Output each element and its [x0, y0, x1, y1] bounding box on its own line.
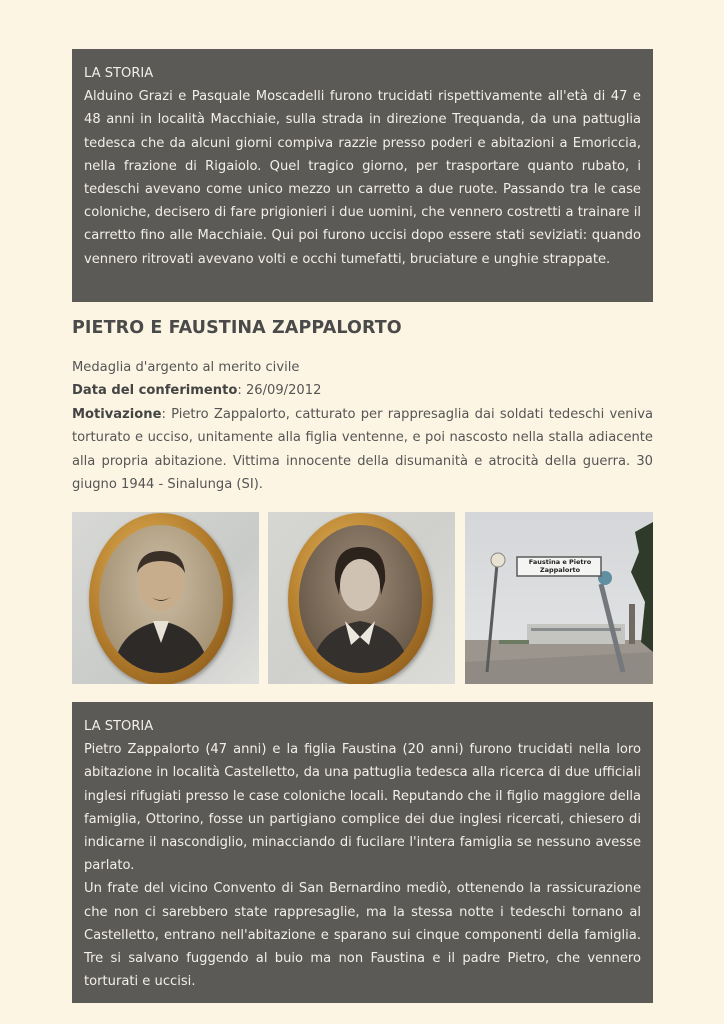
- award-date-value: : 26/09/2012: [237, 383, 322, 399]
- story-text: Alduino Grazi e Pasquale Moscadelli furono trucidati rispettivamente all'età di 47 e 48 anni in località Macchiaie, sulla strada in direzione Trequanda, da una pattuglia tedesca che da alcuni giorni compiva razzie presso poderi e abitazioni a Emoriccia, nella frazione di Rigaiolo. Quel tragico giorno, per trasportare quanto rubato, i tedeschi avevano come unico mezzo un carretto a due ruote. Passando tra le case coloniche, decisero di fare prigionieri i due uomini, che vennero costretti a trainare il carretto fino alle Macchiaie. Qui poi furono uccisi dopo essere stati seviziati: quando vennero ritrovati avevano volti e occhi tumefatti, bruciature e unghie strappate.: [84, 89, 641, 267]
- street-sign-text: Faustina e Pietro Zappalorto: [528, 558, 592, 574]
- story-box-zappalorto: [72, 702, 653, 1003]
- story-label: LA STORIA: [84, 719, 154, 734]
- portrait-faustina: [299, 525, 422, 673]
- award-date-line: [72, 379, 653, 402]
- award-date-label: Data del conferimento: [72, 383, 238, 399]
- motivation-text: : Pietro Zappalorto, catturato per rappresaglia dai soldati tedeschi veniva torturato e ucciso, unitamente alla figlia ventenne, e poi nascosto nella stalla adiacente alla propria abitazione. Vittima innocente della disumanità e atrocità della guerra. 30 giugno 1944 - Sinalunga (SI).: [72, 406, 653, 493]
- section-title: PIETRO E FAUSTINA ZAPPALORTO: [72, 318, 402, 338]
- photo-street-sign: [465, 512, 653, 684]
- motivation-line: [72, 403, 653, 497]
- story-label: LA STORIA: [84, 66, 154, 81]
- photo-faustina-portrait: [268, 512, 455, 684]
- photo-pietro-portrait: [72, 512, 259, 684]
- motivation-label: Motivazione: [72, 406, 162, 422]
- story-paragraph-1: Pietro Zappalorto (47 anni) e la figlia Faustina (20 anni) furono trucidati nella loro abitazione in località Castelletto, da una pattuglia tedesca alla ricerca di due ufficiali inglesi rifugiati presso le case coloniche locali. Reputando che il figlio maggiore della famiglia, Ottorino, fosse un partigiano complice dei due inglesi ricercati, chiesero di indicarne il nascondiglio, minacciando di fucilare l'intera famiglia se nessuno avesse parlato.: [84, 742, 641, 874]
- medal-info: [72, 356, 653, 496]
- medal-name: Medaglia d'argento al merito civile: [72, 360, 300, 375]
- story-paragraph-2: Un frate del vicino Convento di San Bernardino mediò, ottenendo la rassicurazione che non ci sarebbero state rappresaglie, ma la stessa notte i tedeschi tornano al Castelletto, entrano nell'abitazione e sparano sui cinque componenti della famiglia. Tre si salvano fuggendo al buio ma non Faustina e il padre Pietro, che vennero torturati e uccisi.: [84, 881, 641, 990]
- story-box-grazi-moscadelli: [72, 49, 653, 302]
- portrait-pietro: [99, 525, 223, 673]
